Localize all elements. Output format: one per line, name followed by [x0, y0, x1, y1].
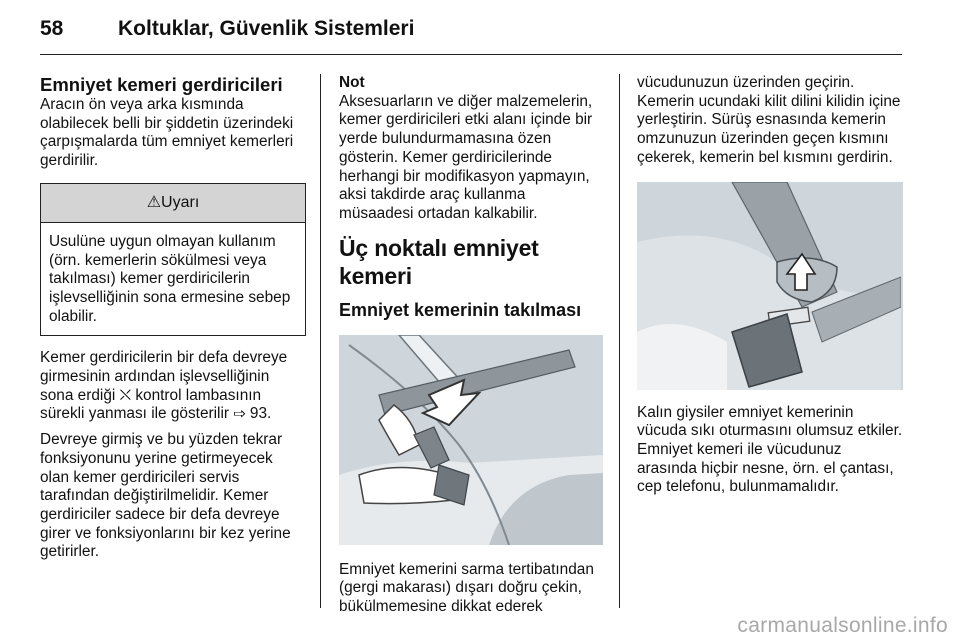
seatbelt-pull-illustration [339, 335, 603, 545]
seatbelt-pull-figure [339, 335, 603, 545]
column-1 [40, 74, 306, 569]
paragraph-text: kontrol lambasının sürekli yanması ile gösterilir [40, 386, 262, 423]
column-3 [637, 74, 903, 504]
note-text: Aksesuarların ve diğer malzemelerin, kemer gerdiricileri etki alanı içinde bir yerde bulundurmamasına özen gösterin. Kemer gerdiricilerinde herhangi bir modifikasyon yapmayın, aksi takdirde araç kullanma müsaadesi ortadan kalkabilir. [339, 92, 593, 222]
page-number: 58 [40, 17, 64, 40]
warning-title: Uyarı [161, 193, 200, 211]
buckle-figure [637, 182, 903, 390]
paragraph-text: Kemer gerdiricilerin bir defa devreye girmesinin ardından işlevselliğinin sona erdiği [40, 349, 288, 404]
warning-header [41, 184, 305, 223]
column-divider [619, 74, 620, 608]
clothing-paragraph: Kalın giysiler emniyet kemerinin vücuda sıkı oturmasını olumsuz etkiler. Emniyet kemeri ile vücudunuz arasında hiçbir nesne, örn. el çantası, cep telefonu, bulunmamalıdır. [637, 403, 903, 496]
subheading: Emniyet kemerinin takılması [339, 299, 582, 320]
intro-paragraph: Aracın ön veya arka kısmında olabilecek belli bir şiddetin üzerindeki çarpışmalarda tüm emniyet kemerleri gerdirilir. [40, 96, 294, 170]
figure-caption: Emniyet kemerini sarma tertibatından (gergi makarası) dışarı doğru çekin, bükülmemesine dikkat ederek [339, 560, 594, 616]
note-title: Not [339, 74, 365, 91]
column-2 [339, 74, 603, 624]
page-reference-icon: ⇨ [233, 405, 246, 423]
buckle-illustration [637, 182, 901, 390]
column-divider [320, 74, 321, 608]
warning-triangle-icon: ⚠ [146, 193, 162, 211]
page-reference-link[interactable]: 93. [249, 405, 272, 423]
buckle-paragraph: vücudunuzun üzerinden geçirin. Kemerin ucundaki kilit dilini kilidin içine yerleştirin. Sürüş esnasında kemerin omzunuzun üzerinden geçen kısmını çekerek, kemerin bel kısmını gerdirin. [637, 74, 901, 166]
page-header [40, 14, 902, 55]
warning-box [40, 183, 306, 337]
replacement-paragraph: Devreye girmiş ve bu yüzden tekrar fonksiyonunu yerine getirmeyecek olan kemer gerdiricileri servis tarafından değiştirilmelidir. Kemer gerdiriciler sadece bir defa devreye girer ve fonksiyonlarını bir kez yerine getirirler. [40, 431, 291, 561]
main-heading: Üç noktalı emniyet kemeri [339, 234, 539, 289]
section-title: Emniyet kemeri gerdiricileri [40, 74, 283, 95]
watermark: carmanualsonline.info [737, 614, 948, 637]
chapter-title: Koltuklar, Güvenlik Sistemleri [118, 17, 415, 40]
airbag-indicator-icon: ⛌ [119, 386, 132, 404]
tensioner-indicator-paragraph [40, 349, 306, 424]
warning-text: Usulüne uygun olmayan kullanım (örn. kemerlerin sökülmesi veya takılması) kemer gerdiricilerin işlevselliğinin sona ermesine sebep olabilir. [49, 232, 291, 325]
